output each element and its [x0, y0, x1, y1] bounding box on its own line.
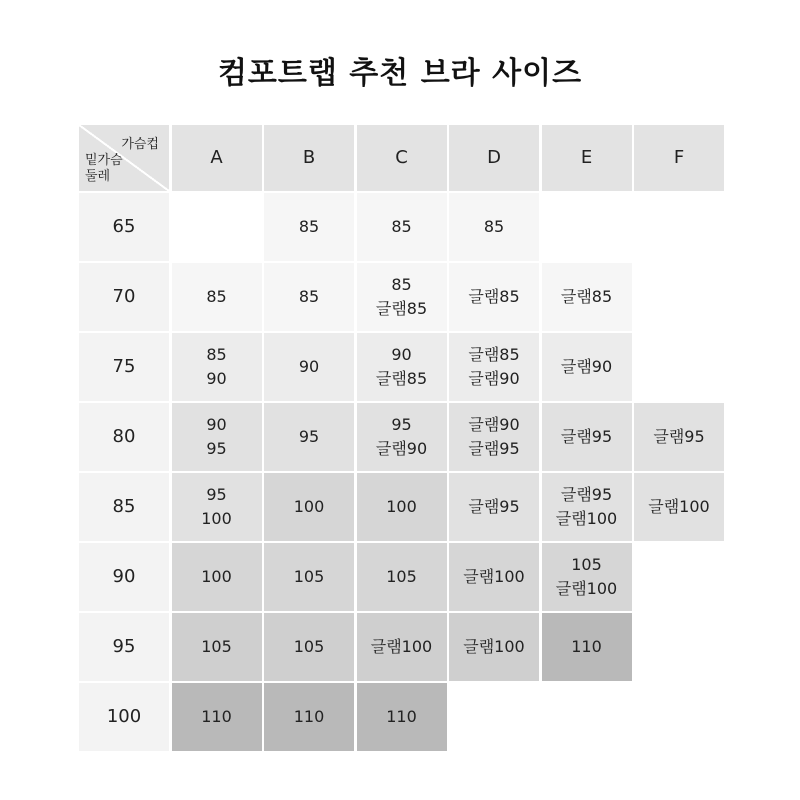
size-value: 글램85 [375, 369, 428, 388]
size-cell [449, 193, 539, 261]
size-cell [357, 473, 447, 541]
size-cell [357, 263, 447, 331]
size-value: 85 [298, 217, 320, 236]
band-axis-label: 밑가슴 둘레 [85, 153, 123, 184]
size-cell [172, 263, 262, 331]
size-cell [172, 613, 262, 681]
size-cell [542, 683, 632, 751]
size-value: 95 [206, 485, 227, 504]
size-value: 105 [571, 555, 602, 574]
size-cell [542, 403, 632, 471]
size-cell [264, 263, 354, 331]
size-value: 글램95 [468, 439, 520, 458]
size-cell [264, 333, 354, 401]
size-cell [449, 333, 539, 401]
size-cell [172, 543, 262, 611]
size-value: 85 [206, 287, 227, 306]
size-value: 85 [206, 345, 227, 364]
cup-header-b: B [264, 125, 354, 191]
size-value: 글램90 [375, 439, 428, 458]
size-value: 글램90 [468, 369, 520, 388]
size-cell [172, 403, 262, 471]
band-header-70: 70 [79, 263, 169, 331]
size-value: 100 [386, 497, 417, 516]
size-cell [357, 613, 447, 681]
size-value: 85 [298, 287, 320, 306]
size-cell [542, 543, 632, 611]
size-value: 글램95 [468, 497, 520, 516]
size-value: 110 [293, 707, 325, 726]
size-value: 90 [206, 369, 227, 388]
size-value: 글램100 [555, 509, 618, 528]
size-cell [357, 193, 447, 261]
size-cell [542, 613, 632, 681]
size-cell [449, 263, 539, 331]
size-cell [634, 683, 724, 751]
size-cell [634, 333, 724, 401]
cup-header-a: A [172, 125, 262, 191]
size-cell [634, 403, 724, 471]
size-value: 105 [293, 637, 325, 656]
size-value: 85 [391, 275, 412, 294]
size-value: 95 [206, 439, 227, 458]
size-cell [634, 613, 724, 681]
size-value: 110 [571, 637, 602, 656]
size-value: 글램95 [653, 427, 705, 446]
size-cell [264, 613, 354, 681]
size-value: 글램100 [463, 567, 525, 586]
size-cell [634, 473, 724, 541]
size-value: 글램90 [468, 415, 520, 434]
cup-header-e: E [542, 125, 632, 191]
size-value: 105 [293, 567, 325, 586]
size-value: 글램85 [468, 287, 520, 306]
size-cell [264, 473, 354, 541]
size-cell [264, 193, 354, 261]
size-value: 글램90 [560, 357, 613, 376]
size-value: 90 [298, 357, 320, 376]
size-cell [542, 193, 632, 261]
size-cell [449, 473, 539, 541]
size-cell [172, 333, 262, 401]
size-cell [634, 263, 724, 331]
size-value: 90 [391, 345, 412, 364]
size-value: 글램100 [370, 637, 433, 656]
band-header-90: 90 [79, 543, 169, 611]
band-header-75: 75 [79, 333, 169, 401]
size-cell [172, 683, 262, 751]
size-value: 95 [298, 427, 320, 446]
cup-axis-label: 가슴컵 [121, 137, 159, 152]
size-value: 글램85 [468, 345, 520, 364]
size-cell [542, 263, 632, 331]
size-cell [357, 403, 447, 471]
size-value: 110 [201, 707, 232, 726]
size-cell [449, 613, 539, 681]
size-value: 85 [483, 217, 505, 236]
size-value: 85 [391, 217, 412, 236]
size-value: 글램100 [463, 637, 525, 656]
size-cell [449, 683, 539, 751]
size-value: 100 [201, 509, 232, 528]
size-value: 110 [386, 707, 417, 726]
size-value: 글램100 [648, 497, 710, 516]
page-title: 컴포트랩 추천 브라 사이즈 [217, 56, 583, 91]
band-header-95: 95 [79, 613, 169, 681]
size-cell [542, 333, 632, 401]
band-header-65: 65 [79, 193, 169, 261]
cup-header-c: C [357, 125, 447, 191]
band-header-80: 80 [79, 403, 169, 471]
size-cell [264, 543, 354, 611]
band-header-100: 100 [79, 683, 169, 751]
size-value: 90 [206, 415, 227, 434]
size-table [79, 125, 724, 751]
size-cell [449, 403, 539, 471]
size-cell [172, 473, 262, 541]
size-value: 100 [293, 497, 325, 516]
size-value: 105 [386, 567, 417, 586]
size-cell [172, 193, 262, 261]
size-value: 글램100 [555, 579, 618, 598]
size-cell [357, 683, 447, 751]
size-value: 100 [201, 567, 232, 586]
size-cell [357, 333, 447, 401]
size-cell [634, 193, 724, 261]
size-cell [264, 683, 354, 751]
size-value: 95 [391, 415, 412, 434]
size-value: 글램85 [375, 299, 428, 318]
table-corner [79, 125, 169, 191]
size-cell [542, 473, 632, 541]
size-value: 105 [201, 637, 232, 656]
size-value: 글램95 [560, 427, 613, 446]
size-cell [264, 403, 354, 471]
size-value: 글램85 [560, 287, 613, 306]
cup-header-d: D [449, 125, 539, 191]
size-cell [634, 543, 724, 611]
cup-header-f: F [634, 125, 724, 191]
size-cell [449, 543, 539, 611]
band-header-85: 85 [79, 473, 169, 541]
size-cell [357, 543, 447, 611]
size-value: 글램95 [560, 485, 613, 504]
